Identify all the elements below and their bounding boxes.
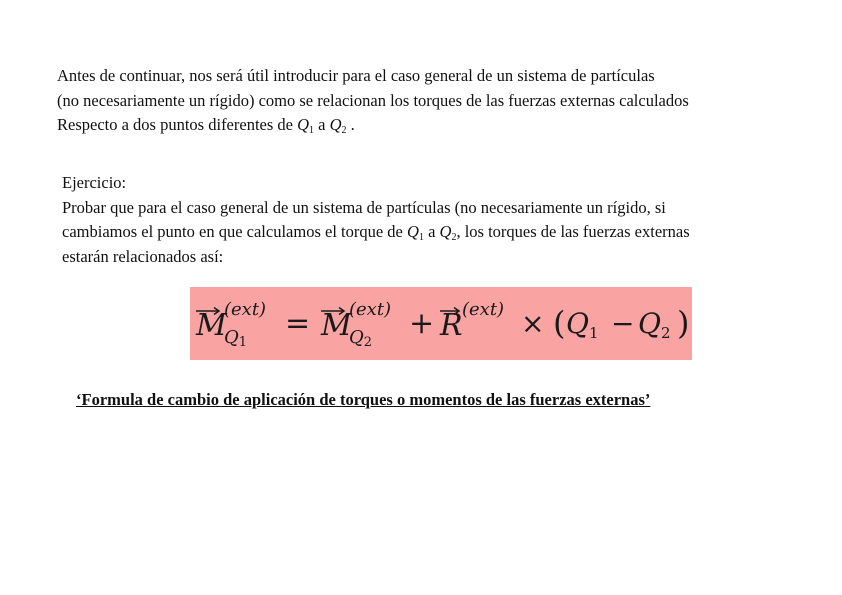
exercise-line-2-text: cambiamos el punto en que calculamos el torque de [62, 222, 408, 241]
intro-line-1: Antes de continuar, nos será útil introducir para el caso general de un sistema de partículas [57, 66, 655, 85]
rhs1-symbol: M [321, 308, 352, 343]
lhs-subscript: Q1 [224, 327, 248, 350]
lhs-symbol: M [196, 308, 227, 343]
exercise-line-1: Probar que para el caso general de un sistema de partículas (no necesariamente un rígido, si [62, 197, 666, 217]
rhs1-subscript: Q2 [349, 327, 373, 350]
intro-conjunction: a [314, 115, 330, 134]
paren-open: ( [553, 304, 566, 342]
minus-sign: − [611, 307, 635, 340]
paren-q2: Q2 [638, 307, 671, 342]
lhs-superscript: (ext) [224, 299, 267, 320]
point-q2-subscript: 2 [341, 125, 347, 136]
exercise-line-2-end: , los torques de las fuerzas externas [456, 222, 690, 241]
exercise-conjunction: a [423, 222, 440, 241]
times-sign: × [521, 307, 545, 340]
exercise-point-q1-subscript: 1 [418, 232, 424, 243]
paren-close: ) [677, 304, 690, 342]
exercise-point-q2-subscript: 2 [451, 232, 457, 243]
plus-sign: + [409, 306, 435, 341]
intro-line-2: (no necesariamente un rígido) como se relacionan los torques de las fuerzas externas calculados [57, 90, 689, 110]
formula-caption: ‘Formula de cambio de aplicación de torques o momentos de las fuerzas externas’ [76, 390, 651, 409]
intro-line-3-end: . [346, 115, 355, 134]
rhs2-symbol: R [440, 308, 463, 343]
formula-box [190, 287, 692, 360]
intro-line-3 [57, 113, 689, 138]
point-q1-subscript: 1 [309, 125, 315, 136]
exercise-point-q1: Q [407, 222, 419, 241]
point-q1: Q [297, 115, 310, 134]
rhs1-superscript: (ext) [349, 299, 392, 320]
intro-paragraph [57, 64, 689, 138]
rhs2-superscript: (ext) [462, 299, 505, 320]
paren-q1: Q1 [566, 307, 599, 342]
torque-formula [190, 287, 692, 360]
point-q2: Q [329, 115, 342, 134]
exercise-line-2 [62, 220, 690, 245]
exercise-line-3: estarán relacionados así: [62, 246, 224, 266]
exercise-heading: Ejercicio: [62, 173, 127, 192]
exercise-paragraph [62, 171, 690, 269]
intro-line-3-text: Respecto a dos puntos diferentes de [57, 115, 298, 134]
exercise-point-q2: Q [439, 222, 452, 241]
equals-sign: = [285, 306, 311, 341]
